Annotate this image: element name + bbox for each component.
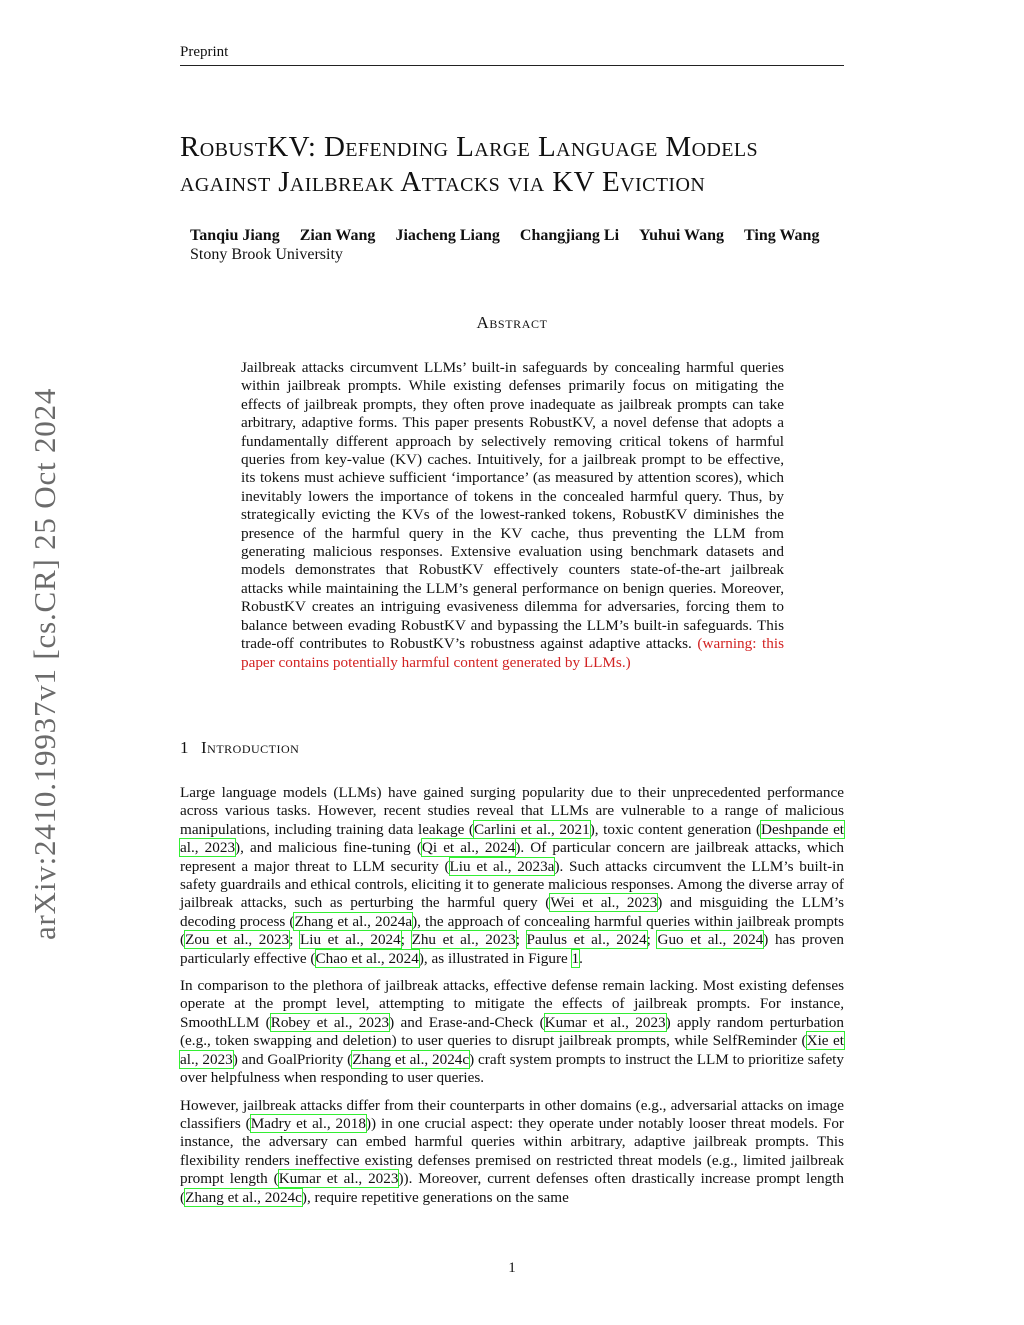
title-line-1: RobustKV: Defending Large Language Models: [180, 131, 759, 163]
text-run: ) has proven particularly effective (: [180, 931, 844, 967]
citation-link[interactable]: Xie et al., 2023: [180, 1032, 845, 1068]
text-run: ), toxic content generation (: [589, 820, 762, 838]
paper-title: [180, 130, 860, 200]
text-run: ). Such attacks circumvent the LLM’s built-in safety guardrails and ethical controls, eliciting it to generate malicious responses. Among the diverse array of jailbreak attacks, such as perturbing the harmful query (: [180, 857, 844, 912]
figure-link[interactable]: 1: [571, 949, 580, 967]
section-number: 1: [180, 738, 189, 757]
citation-link[interactable]: Zhu et al., 2023: [411, 931, 516, 949]
text-run: ) craft system prompts to instruct the LLM to prioritize safety over helpfulness when responding to user queries.: [180, 1050, 844, 1087]
arxiv-stamp: arXiv:2410.19937v1 [cs.CR] 25 Oct 2024: [27, 387, 62, 940]
abstract-text: Jailbreak attacks circumvent LLMs’ built-in safeguards by concealing harmful queries within jailbreak prompts. While existing defenses primarily focus on mitigating the effects of jailbreak prompts, they often prove inadequate as jailbreak prompts can take arbitrary, adaptive forms. This paper presents RobustKV, a novel defense that adopts a fundamentally different approach by selectively removing critical tokens of harmful queries from key-value (KV) caches. Intuitively, for a jailbreak prompt to be effective, its tokens must achieve sufficient ‘importance’ (as measured by attention scores), which inevitably lowers the importance of tokens in the concealed harmful query. Thus, by strategically evicting the KVs of the lowest-ranked tokens, RobustKV diminishes the presence of the harmful query in the KV cache, thus preventing the LLM from generating malicious responses. Extensive evaluation using benchmark datasets and models demonstrates that RobustKV effectively counters state-of-the-art jailbreak attacks while maintaining the LLM’s general performance on benign queries. Moreover, RobustKV creates an intriguing evasiveness dilemma for adversaries, forcing them to balance between evading RobustKV and bypassing the LLM’s built-in safeguards. This trade-off contributes to RobustKV’s robustness against adaptive attacks.: [241, 359, 784, 653]
text-run: ), as illustrated in Figure: [418, 949, 572, 967]
text-run: ), require repetitive generations on the same: [301, 1188, 569, 1206]
citation-link[interactable]: Zou et al., 2023: [185, 931, 290, 949]
author: Ting Wang: [744, 227, 820, 244]
citation-link[interactable]: Zhang et al., 2024a: [294, 912, 413, 930]
text-run: ) and GoalPriority (: [232, 1050, 353, 1068]
page-number: 1: [508, 1260, 516, 1276]
text-run: )) in one crucial aspect: they operate under notably looser threat models. For instance, the adversary can embed harmful queries within arbitrary, adaptive jailbreak prompts. This flexibility renders ineffective existing defenses premised on restricted threat models (e.g., limited jailbreak prompt length (: [180, 1114, 844, 1188]
citation-link[interactable]: Paulus et al., 2024: [526, 931, 647, 949]
citation-link[interactable]: Deshpande et al., 2023: [180, 820, 845, 857]
title-line-2: against Jailbreak Attacks via KV Eviction: [180, 166, 706, 198]
author: Zian Wang: [299, 227, 376, 244]
text-run: ;: [289, 931, 300, 949]
text-run: .: [579, 949, 583, 967]
text-run: )). Moreover, current defenses often drastically increase prompt length (: [180, 1170, 844, 1206]
text-run: ). Of particular concern are jailbreak attacks, which represent a major threat to LLM security (: [180, 839, 844, 875]
running-header: Preprint: [180, 44, 229, 60]
citation-link[interactable]: Guo et al., 2024: [657, 931, 764, 949]
citation-link[interactable]: Robey et al., 2023: [270, 1013, 390, 1031]
citation-link[interactable]: Madry et al., 2018: [250, 1114, 366, 1132]
author: Tanqiu Jiang: [190, 227, 280, 244]
abstract-heading: Abstract: [476, 313, 548, 332]
text-run: ), and malicious fine-tuning (: [235, 839, 422, 857]
paragraph: [180, 1097, 844, 1207]
header-rule: [180, 65, 844, 66]
citation-link[interactable]: Qi et al., 2024: [421, 839, 516, 857]
paragraph: [180, 784, 844, 968]
citation-link[interactable]: Wei et al., 2023: [550, 894, 658, 912]
abstract-body: [241, 359, 784, 672]
citation-link[interactable]: Zhang et al., 2024c: [185, 1188, 302, 1206]
paragraph: [180, 977, 844, 1087]
text-run: ) apply random perturbation (e.g., token swapping and deletion) to user queries to disrupt jailbreak prompts, while SelfReminder (: [180, 1013, 844, 1050]
citation-link[interactable]: Zhang et al., 2024c: [352, 1050, 470, 1068]
affiliation: Stony Brook University: [190, 246, 343, 263]
text-run: However, jailbreak attacks differ from their counterparts in other domains (e.g., adversarial attacks on image classifiers (: [180, 1096, 844, 1132]
text-run: ) and Erase-and-Check (: [389, 1013, 545, 1031]
author-list: [190, 227, 860, 245]
author: Changjiang Li: [519, 227, 620, 244]
citation-link[interactable]: Liu et al., 2024: [300, 931, 401, 949]
text-run: In comparison to the plethora of jailbreak attacks, effective defense remain lacking. Most existing defenses operate at the prompt level, attempting to mitigate the effects of jailbreak prompts. For instance, SmoothLLM (: [180, 977, 844, 1031]
text-run: ;: [400, 931, 412, 949]
content-warning: (warning: this paper contains potentially harmful content generated by LLMs.): [241, 635, 784, 671]
introduction-body: [180, 784, 844, 1216]
citation-link[interactable]: Kumar et al., 2023: [544, 1013, 666, 1031]
author: Yuhui Wang: [639, 227, 724, 244]
citation-link[interactable]: Chao et al., 2024: [315, 949, 419, 967]
text-run: ), the approach of concealing harmful queries within jailbreak prompts (: [180, 912, 844, 949]
section-title: Introduction: [201, 738, 300, 757]
text-run: ) and misguiding the LLM’s decoding process (: [180, 894, 844, 930]
section-heading: [180, 738, 299, 758]
author: Jiacheng Liang: [395, 227, 500, 244]
citation-link[interactable]: Liu et al., 2023a: [449, 857, 555, 875]
text-run: Large language models (LLMs) have gained surging popularity due to their unprecedented performance across various tasks. However, recent studies reveal that LLMs are vulnerable to a range of malicious manipulations, including training data leakage (: [180, 784, 844, 838]
text-run: ;: [515, 931, 527, 949]
text-run: ;: [646, 931, 658, 949]
citation-link[interactable]: Carlini et al., 2021: [473, 820, 590, 838]
citation-link[interactable]: Kumar et al., 2023: [278, 1170, 399, 1188]
